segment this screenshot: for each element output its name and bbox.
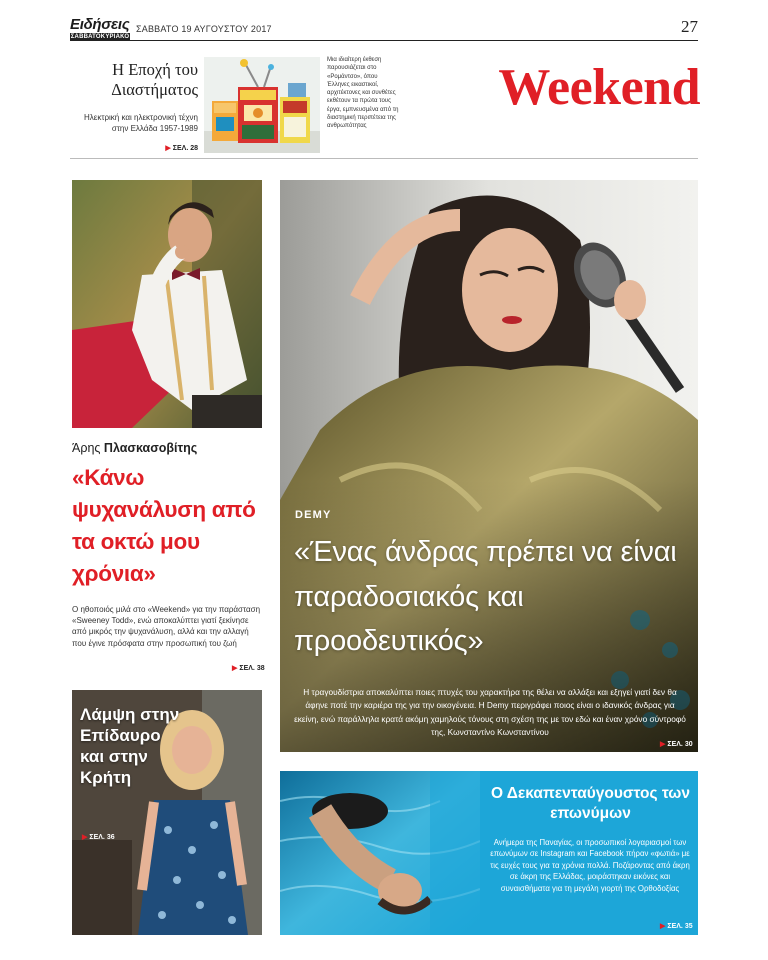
arrow-icon: ▶ <box>232 665 238 672</box>
celebrities-page-ref[interactable] <box>660 915 693 933</box>
feature-summary: Η τραγουδίστρια αποκαλύπτει ποιες πτυχές του χαρακτήρα της θέλει να αλλάξει και εξηγεί γιατί δεν θα άφηνε ποτέ την καριέρα της για την οικογένεια. Η Demy περιγράφει ποιος είναι ο ιδανικός άνδρας για εκείνη, ενώ παράλληλα κρατά ακόμη χαμηλούς τόνους στη σχέση της με τον εδώ και έναν χρόνο σύντροφό της, Κωνσταντίνο Κωνσταντίνου <box>294 687 686 738</box>
arrow-icon: ▶ <box>660 923 666 930</box>
page-ref-label: ΣΕΛ. 28 <box>172 145 198 152</box>
logo-subtitle: ΣΑΒΒΑΤΟΚΥΡΙΑΚΟ <box>70 34 130 40</box>
pool-photo <box>280 771 480 935</box>
actor-summary: Ο ηθοποιός μιλά στο «Weekend» για την παράσταση «Sweeney Todd», ενώ αποκαλύπτει γιατί ξεκίνησε από μικρός την ψυχανάλυση, αλλά και την αλλαγή που έγινε πρόσφατα στην προσωπική του ζωή <box>72 605 261 648</box>
page-ref-label: ΣΕΛ. 35 <box>667 923 693 930</box>
teaser-subtitle: Ηλεκτρική και ηλεκτρονική τέχνη στην Ελλάδα 1957-1989 <box>83 113 198 133</box>
arrow-icon: ▶ <box>165 145 171 152</box>
logo-text: Ειδήσεις <box>70 16 130 33</box>
page-ref-label: ΣΕΛ. 38 <box>239 665 265 672</box>
section-wordmark: Weekend <box>498 59 700 116</box>
newspaper-logo[interactable] <box>70 17 130 41</box>
arrow-icon: ▶ <box>82 834 88 841</box>
exhibition-photo[interactable] <box>204 57 320 153</box>
singer-page-ref[interactable] <box>82 826 115 844</box>
header-rule <box>70 40 698 41</box>
actor-photo[interactable] <box>72 180 262 428</box>
actor-last-name: Πλασκασοβίτης <box>103 441 198 455</box>
teaser-blurb: Μια ιδιαίτερη έκθεση παρουσιάζεται στο «Ρομάντσο», όπου Έλληνες εικαστικοί, αρχιτέκτονες και συνθέτες εκθέτουν τα πρώτα τους έργα, εμπνευσμένα από τη διαστημική περιπέτεια της ανθρωπότητας <box>327 57 399 130</box>
teaser-page-ref[interactable] <box>150 137 198 155</box>
celebrities-summary: Ανήμερα της Παναγίας, οι προσωπικοί λογαριασμοί των επωνύμων σε Instagram και Facebook πήραν «φωτιά» με τις ευχές τους για τα χρόνια πολλά. Ποζάροντας από άκρη σε άκρη της Ελλάδας, μοιράστηκαν εικόνες και συναισθήματα για τη μεγάλη γιορτή της Ορθοδοξίας <box>490 838 690 893</box>
page-number: 27 <box>681 17 698 36</box>
actor-page-ref[interactable] <box>232 657 265 675</box>
teaser-title[interactable]: Η Εποχή του Διαστήματος <box>111 60 198 99</box>
feature-page-ref[interactable] <box>660 733 693 751</box>
feature-headline[interactable]: «Ένας άνδρας πρέπει να είναι παραδοσιακός και προοδευτικός» <box>294 536 677 657</box>
actor-byline <box>72 441 197 456</box>
celebrities-headline: Ο Δεκαπενταύγουστος των επωνύμων <box>490 785 691 822</box>
page-ref-label: ΣΕΛ. 36 <box>89 834 115 841</box>
section-rule <box>70 158 698 159</box>
singer-headline: Λάμψη στην Επίδαυρο και στην Κρήτη <box>80 705 180 787</box>
demy-photo[interactable] <box>280 180 698 752</box>
actor-first-name: Άρης <box>72 441 101 455</box>
page-ref-label: ΣΕΛ. 30 <box>667 741 693 748</box>
celebrities-feature[interactable] <box>280 771 698 935</box>
feature-kicker: DEMY <box>295 509 332 521</box>
singer-feature[interactable] <box>72 690 262 935</box>
issue-date: ΣΑΒΒΑΤΟ 19 ΑΥΓΟΥΣΤΟΥ 2017 <box>136 24 272 34</box>
actor-headline[interactable]: «Κάνω ψυχανάλυση από τα οκτώ μου χρόνια» <box>72 465 256 586</box>
arrow-icon: ▶ <box>660 741 666 748</box>
